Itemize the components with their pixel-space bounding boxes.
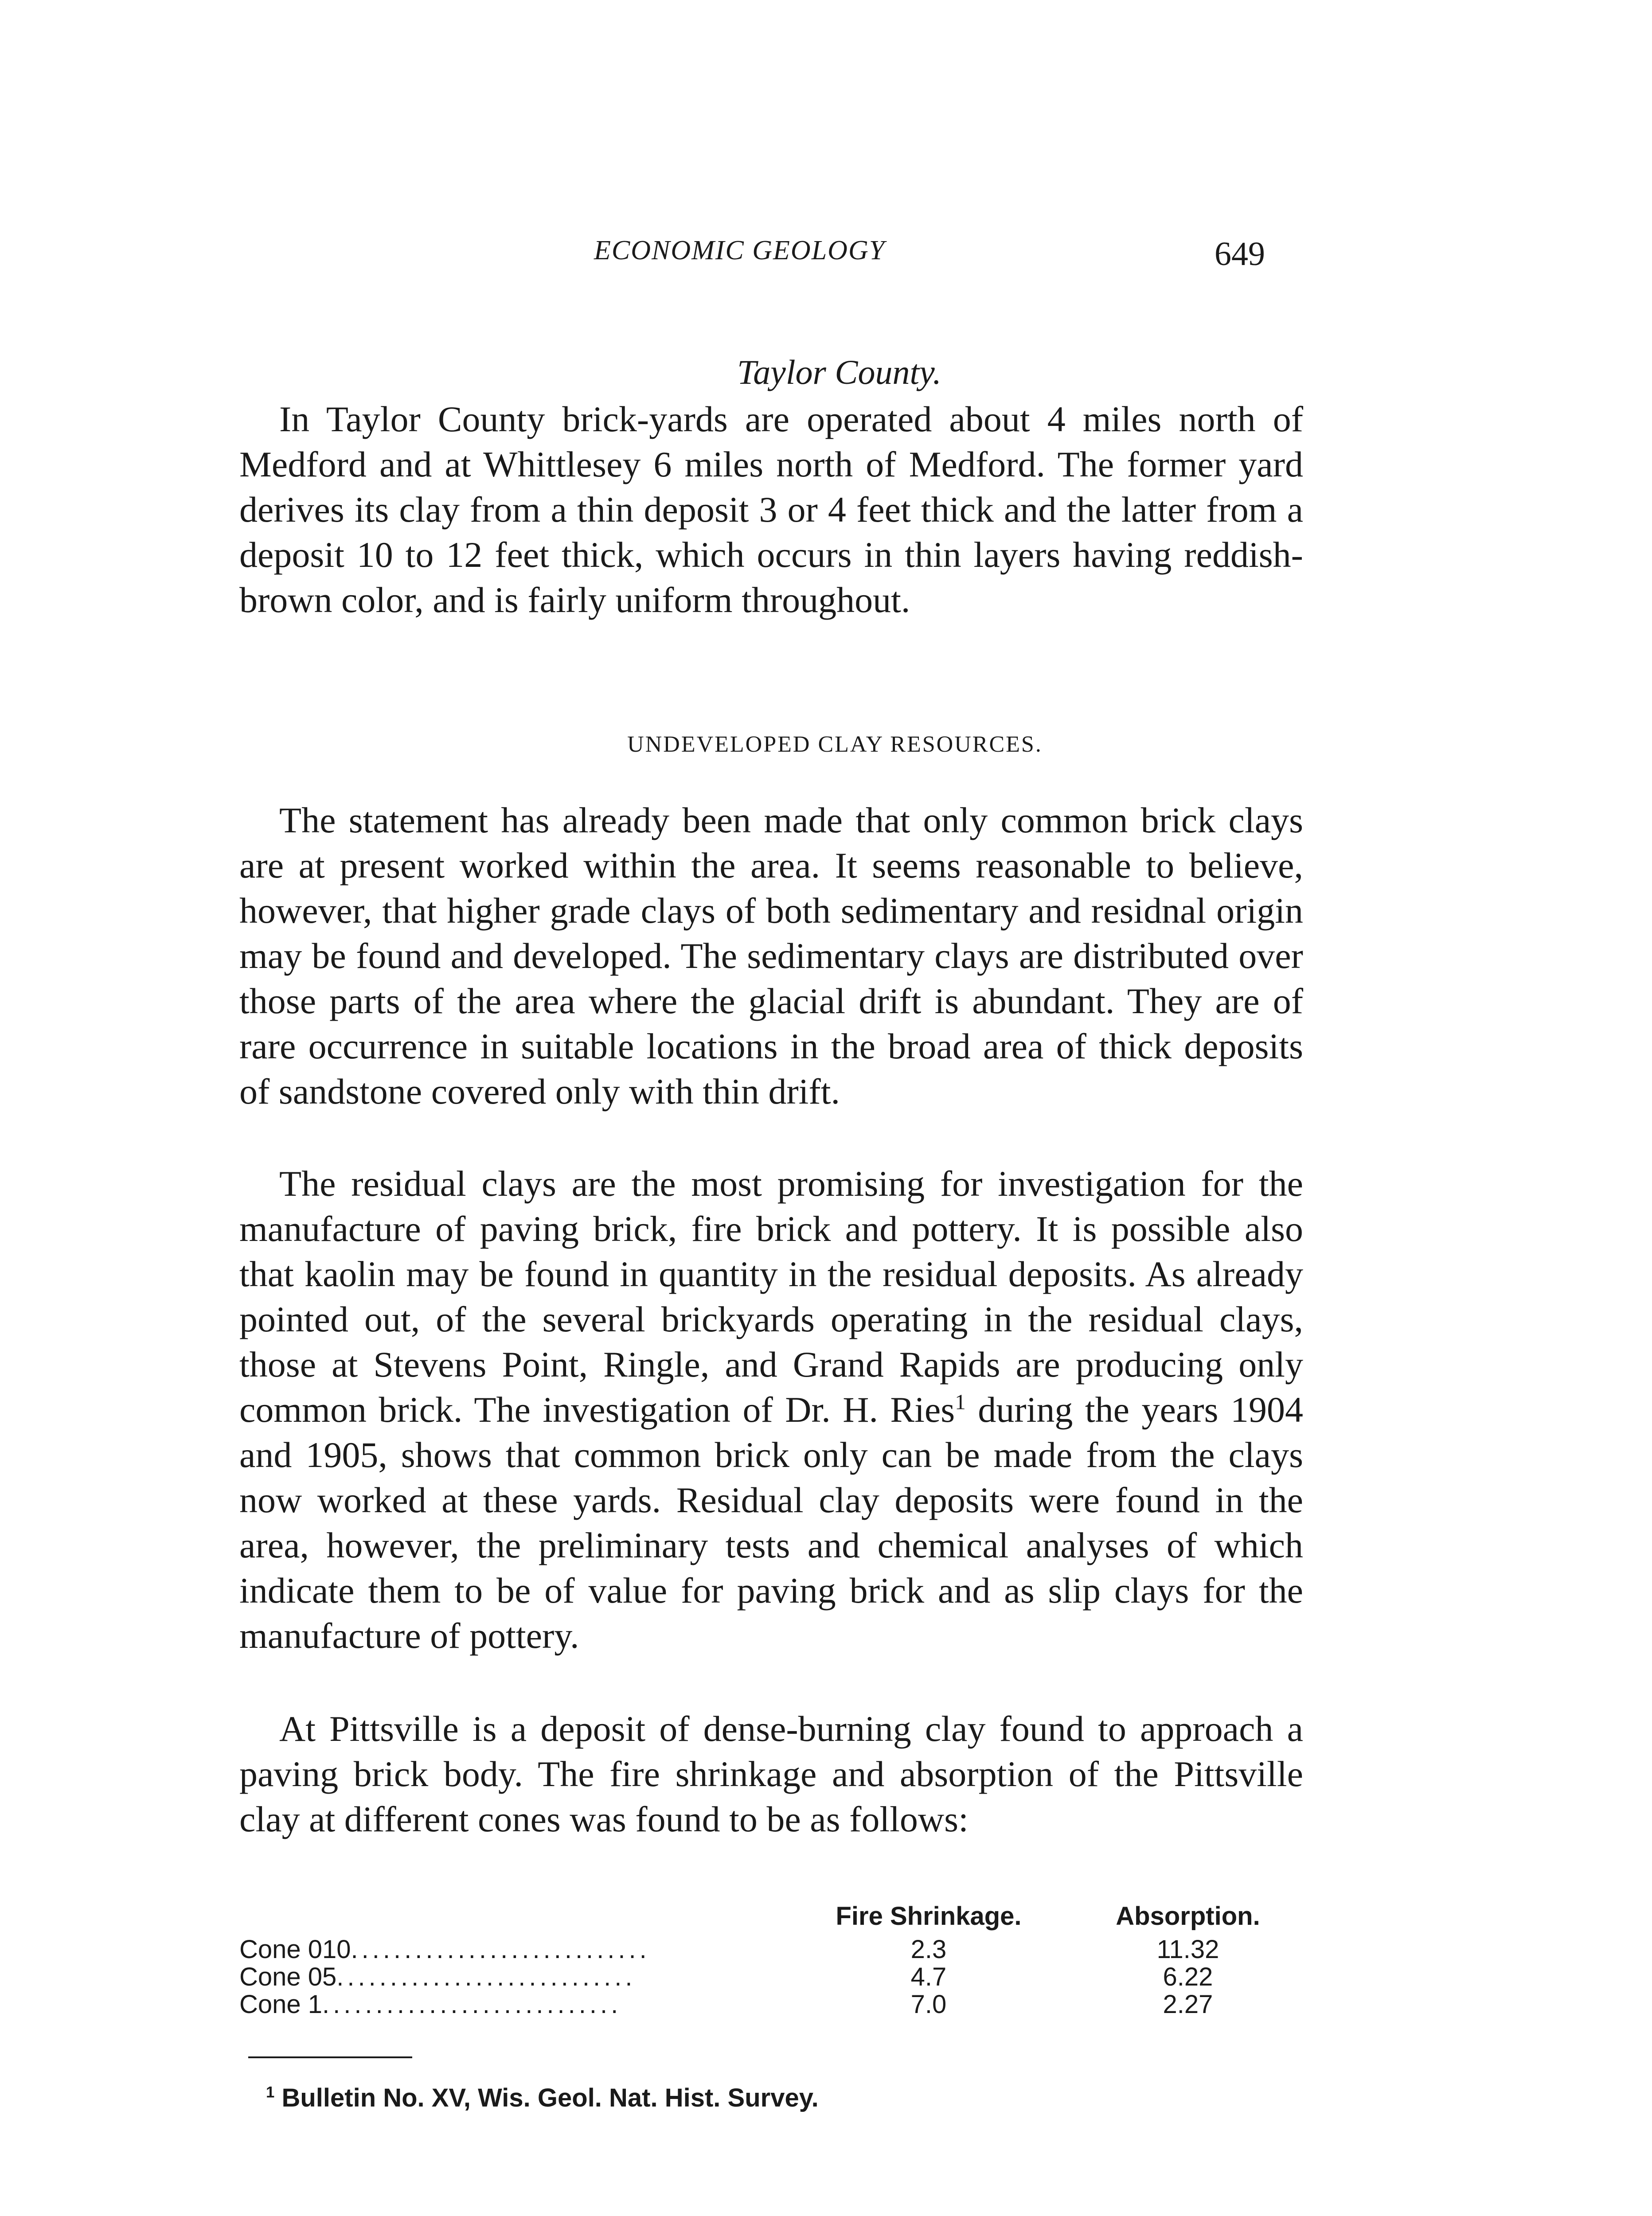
footnote-divider: [248, 2056, 412, 2058]
residual-clays-paragraph: [239, 1161, 1303, 1658]
footnote-text: Bulletin No. XV, Wis. Geol. Nat. Hist. Survey.: [274, 2083, 819, 2112]
section-title: Taylor County.: [737, 353, 941, 391]
pittsville-paragraph: At Pittsville is a deposit of dense-burning clay found to approach a paving brick body. The fire shrinkage and absorption of the Pittsville clay at different cones was found to be as follows:: [239, 1709, 1303, 1839]
shrinkage-value: 2.3: [910, 1935, 947, 1964]
table-row: [239, 1963, 1303, 1991]
absorption-value: 6.22: [1163, 1962, 1213, 1991]
shrinkage-value: 7.0: [910, 1990, 947, 2019]
table-row: [239, 1991, 1303, 2018]
residual-clays-text-start: The residual clays are the most promising for investigation for the manufacture of paving brick, fire brick and pottery. It is possible also that kaolin may be found in quantity in the residual deposits. As already pointed out, of the several brickyards operating in the residual clays, those at Stevens Point, Ringle, and Grand Rapids are producing only common brick. The investigation of Dr. H. Ries: [239, 1163, 1303, 1430]
page-number: 649: [1215, 235, 1265, 273]
dot-leader: ............................: [351, 1936, 650, 1963]
footnote-marker: 1: [266, 2083, 275, 2101]
running-head: ECONOMIC GEOLOGY: [594, 235, 886, 265]
cone-label: Cone 05: [239, 1963, 337, 1991]
absorption-header: Absorption.: [1116, 1902, 1260, 1931]
table-row: [239, 1936, 1303, 1963]
statement-paragraph: The statement has already been made that only common brick clays are at present worked within the area. It seems reasonable to believe, however, that higher grade clays of both sedimentary and residnal origin may be found and developed. The sedimentary clays are distributed over those parts of the area where the glacial drift is abundant. They are of rare occurrence in suitable locations in the broad area of thick deposits of sandstone covered only with thin drift.: [239, 800, 1303, 1112]
cone-label: Cone 1: [239, 1991, 323, 2018]
cone-label: Cone 010: [239, 1936, 351, 1963]
footnote-reference: 1: [955, 1389, 966, 1414]
fire-shrinkage-header: Fire Shrinkage.: [836, 1902, 1022, 1931]
table-header-row: [239, 1901, 1303, 1936]
undeveloped-clay-heading: UNDEVELOPED CLAY RESOURCES.: [627, 732, 1043, 757]
absorption-value: 2.27: [1163, 1990, 1213, 2019]
dot-leader: ............................: [336, 1963, 636, 1991]
cone-results-table: [239, 1901, 1303, 2018]
residual-clays-text-end: during the years 1904 and 1905, shows that common brick only can be made from the clays now worked at these yards. Residual clay deposits were found in the area, however, the preliminary tests and chemical analyses of which indicate them to be of value for paving brick and as slip clays for the manufacture of pottery.: [239, 1389, 1303, 1656]
shrinkage-value: 4.7: [910, 1962, 947, 1991]
footnote: [266, 2083, 819, 2113]
taylor-county-paragraph: In Taylor County brick-yards are operated about 4 miles north of Medford and at Whittlesey 6 miles north of Medford. The former yard derives its clay from a thin deposit 3 or 4 feet thick and the latter from a deposit 10 to 12 feet thick, which occurs in thin layers having reddish-brown color, and is fairly uniform throughout.: [239, 399, 1303, 620]
table-header-blank: [239, 1901, 785, 1936]
dot-leader: ............................: [322, 1991, 622, 2018]
absorption-value: 11.32: [1156, 1935, 1219, 1964]
